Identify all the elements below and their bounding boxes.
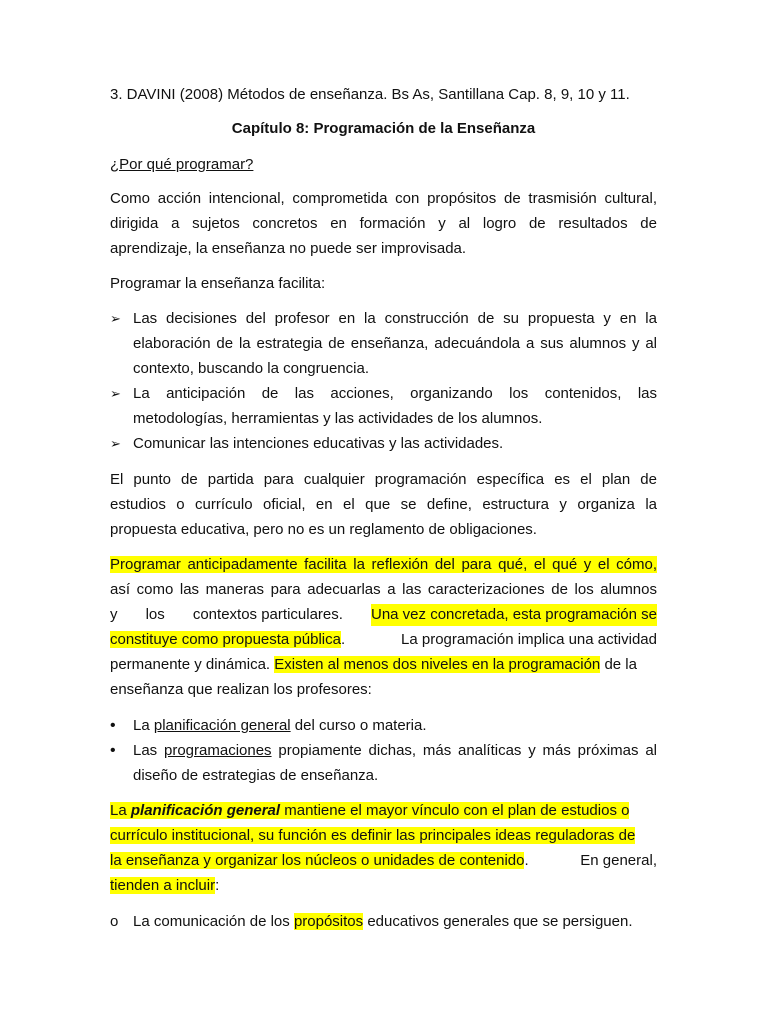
text: Como acción intencional, comprometida con propósitos de trasmisión cultural,	[110, 190, 657, 207]
circle-bullet-icon: o	[110, 913, 119, 930]
text: enseñanza que realizan los profesores:	[110, 681, 372, 698]
text: .	[340, 631, 346, 648]
list-item-line	[133, 740, 657, 762]
list-item-line	[133, 433, 657, 455]
paragraph-line	[110, 604, 657, 626]
text: La	[133, 717, 154, 734]
highlighted-text: Existen al menos dos niveles en la programación	[274, 656, 601, 673]
paragraph-line	[110, 519, 657, 541]
text: contextos particulares.	[192, 606, 343, 623]
paragraph-line	[110, 494, 657, 516]
text: del curso o materia.	[290, 717, 427, 734]
text: :	[215, 877, 220, 894]
text: permanente y dinámica.	[110, 656, 275, 673]
paragraph-line	[110, 188, 657, 210]
list-item-line	[133, 715, 657, 737]
text: Comunicar las intenciones educativas y las actividades.	[133, 435, 504, 452]
text: Las	[133, 742, 164, 759]
section-heading	[110, 154, 657, 176]
text: aprendizaje, la enseñanza no puede ser improvisada.	[110, 240, 467, 257]
text: El punto de partida para cualquier programación específica es el plan de	[110, 471, 657, 488]
text: .	[524, 852, 529, 869]
highlighted-text: Programar anticipadamente facilita la reflexión del para qué, el qué y el cómo,	[110, 556, 657, 573]
reference-line	[110, 84, 657, 106]
list-item-line	[133, 308, 657, 330]
arrow-bullet-icon: ➢	[110, 436, 121, 451]
highlighted-text: tienden a incluir	[110, 877, 216, 894]
paragraph-line	[110, 850, 657, 872]
list-item-line	[133, 911, 657, 933]
text: propiamente dichas, más analíticas y más próximas al	[271, 742, 657, 759]
section-heading-text: ¿Por qué programar?	[110, 156, 254, 173]
paragraph-line	[110, 579, 657, 601]
text: propuesta educativa, pero no es un reglamento de obligaciones.	[110, 521, 537, 538]
text: educativos generales que se persiguen.	[363, 913, 633, 930]
text: La comunicación de los	[133, 913, 294, 930]
paragraph-line	[110, 875, 657, 897]
underlined-text: programaciones	[164, 742, 272, 759]
paragraph-line	[110, 800, 657, 822]
highlighted-text: Una vez concretada, esta programación se	[371, 604, 657, 626]
text: así como las maneras para adecuarlas a las caracterizaciones de los alumnos	[110, 581, 657, 598]
paragraph-line	[110, 629, 657, 651]
highlighted-text: currículo institucional, su función es definir las principales ideas reguladoras de	[110, 827, 636, 844]
text: estudios o currículo oficial, en el que se define, estructura y organiza la	[110, 496, 657, 513]
list-item-line	[133, 333, 657, 355]
text: Programar la enseñanza facilita:	[110, 275, 326, 292]
highlighted-text: la enseñanza y organizar los núcleos o unidades de contenido	[110, 852, 525, 869]
paragraph-line	[110, 238, 657, 260]
paragraph-line	[110, 213, 657, 235]
list-item-line	[133, 408, 657, 430]
reference-text: 3. DAVINI (2008) Métodos de enseñanza. Bs As, Santillana Cap. 8, 9, 10 y 11.	[110, 86, 630, 103]
dot-bullet-icon: •	[110, 742, 116, 759]
text: y	[110, 606, 118, 623]
paragraph-line	[110, 825, 657, 847]
text: los	[145, 606, 165, 623]
paragraph-line	[110, 654, 657, 676]
text: La programación implica una actividad	[401, 631, 657, 648]
dot-bullet-icon: •	[110, 717, 116, 734]
text: La anticipación de las acciones, organizando los contenidos, las	[133, 385, 657, 402]
highlighted-text: La	[110, 802, 131, 819]
highlighted-text: propósitos	[293, 913, 364, 930]
paragraph-line	[110, 554, 657, 576]
highlighted-bold-text: planificación general	[130, 802, 281, 819]
list-item-line	[133, 765, 657, 787]
list-item-line	[133, 358, 657, 380]
highlighted-text: mantiene el mayor vínculo con el plan de estudios o	[280, 802, 630, 819]
arrow-bullet-icon: ➢	[110, 311, 121, 326]
underlined-text: planificación general	[153, 717, 291, 734]
text: de la	[600, 656, 637, 673]
paragraph-line	[110, 679, 657, 701]
text: metodologías, herramientas y las actividades de los alumnos.	[133, 410, 543, 427]
arrow-bullet-icon: ➢	[110, 386, 121, 401]
paragraph-line	[110, 469, 657, 491]
chapter-title-text: Capítulo 8: Programación de la Enseñanza	[231, 120, 536, 137]
text: Las decisiones del profesor en la construcción de su propuesta y en la	[133, 310, 657, 327]
text: contexto, buscando la congruencia.	[133, 360, 369, 377]
text: diseño de estrategias de enseñanza.	[133, 767, 379, 784]
paragraph-line	[110, 273, 657, 295]
chapter-title	[110, 118, 657, 140]
text: dirigida a sujetos concretos en formación y al logro de resultados de	[110, 215, 657, 232]
text: En general,	[580, 852, 657, 869]
highlighted-text: constituye como propuesta pública	[110, 631, 341, 648]
text: elaboración de la estrategia de enseñanza, adecuándola a sus alumnos y al	[133, 335, 657, 352]
list-item-line	[133, 383, 657, 405]
